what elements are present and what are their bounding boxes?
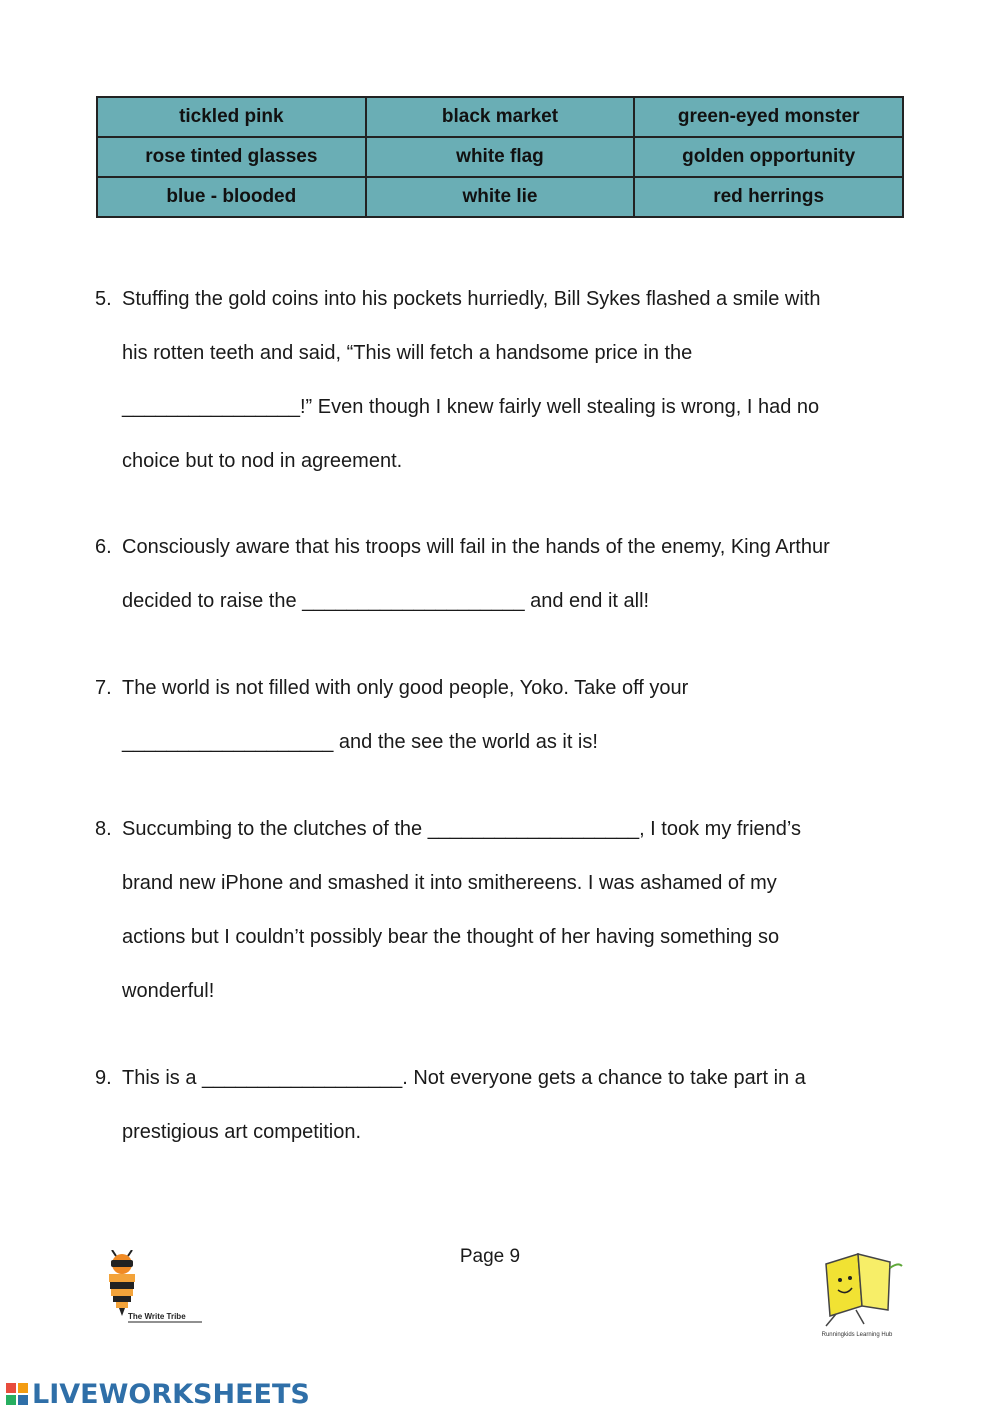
word-bank-cell: rose tinted glasses [97, 137, 366, 177]
question-text [122, 520, 915, 628]
word-bank-row [97, 177, 903, 217]
question-line: ___________________ and the see the world as it is! [122, 731, 598, 753]
question-number: 7. [95, 677, 112, 699]
word-bank-row [97, 137, 903, 177]
question-line: ________________!” Even though I knew fairly well stealing is wrong, I had no [122, 396, 820, 418]
question-line: prestigious art competition. [122, 1121, 362, 1143]
word-bank-table [96, 96, 904, 218]
question-line: Consciously aware that his troops will fail in the hands of the enemy, King Arthur [122, 536, 830, 558]
word-bank-cell: blue - blooded [97, 177, 366, 217]
question-9 [95, 1051, 915, 1159]
question-line: This is a __________________. Not everyone gets a chance to take part in a [122, 1067, 806, 1089]
word-bank-cell: red herrings [634, 177, 903, 217]
question-7 [95, 661, 915, 769]
question-text [122, 661, 915, 769]
word-bank-cell: black market [366, 97, 635, 137]
question-number: 9. [95, 1067, 112, 1089]
question-line: Stuffing the gold coins into his pockets hurriedly, Bill Sykes flashed a smile with [122, 288, 821, 310]
liveworksheets-blocks-icon [6, 1383, 28, 1405]
question-5 [95, 272, 915, 488]
question-text [122, 1051, 915, 1159]
runningkids-logo-text: Runningkids Learning Hub [821, 1332, 893, 1338]
liveworksheets-brand [6, 1378, 310, 1410]
word-bank-cell: white flag [366, 137, 635, 177]
question-text [122, 272, 915, 488]
question-line: brand new iPhone and smashed it into smithereens. I was ashamed of my [122, 872, 777, 894]
runningkids-book-logo [806, 1244, 908, 1342]
question-number: 6. [95, 536, 112, 558]
question-6 [95, 520, 915, 628]
question-line: decided to raise the ____________________ and end it all! [122, 590, 650, 612]
question-line: wonderful! [122, 980, 215, 1002]
page-number: Page 9 [459, 1246, 521, 1267]
word-bank-row [97, 97, 903, 137]
word-bank-cell: golden opportunity [634, 137, 903, 177]
question-text [122, 802, 915, 1018]
question-line: Succumbing to the clutches of the ___________________, I took my friend’s [122, 818, 801, 840]
question-line: actions but I couldn’t possibly bear the thought of her having something so [122, 926, 780, 948]
write-tribe-logo-text: The Write Tribe [128, 1312, 186, 1321]
question-number: 8. [95, 818, 112, 840]
question-line: choice but to nod in agreement. [122, 450, 403, 472]
question-number: 5. [95, 288, 112, 310]
question-8 [95, 802, 915, 1018]
question-line: his rotten teeth and said, “This will fetch a handsome price in the [122, 342, 693, 364]
word-bank-cell: tickled pink [97, 97, 366, 137]
word-bank-cell: white lie [366, 177, 635, 217]
question-line: The world is not filled with only good people, Yoko. Take off your [122, 677, 689, 699]
write-tribe-bee-logo [98, 1250, 208, 1328]
word-bank-cell: green-eyed monster [634, 97, 903, 137]
liveworksheets-wordmark: LIVEWORKSHEETS [32, 1378, 310, 1410]
